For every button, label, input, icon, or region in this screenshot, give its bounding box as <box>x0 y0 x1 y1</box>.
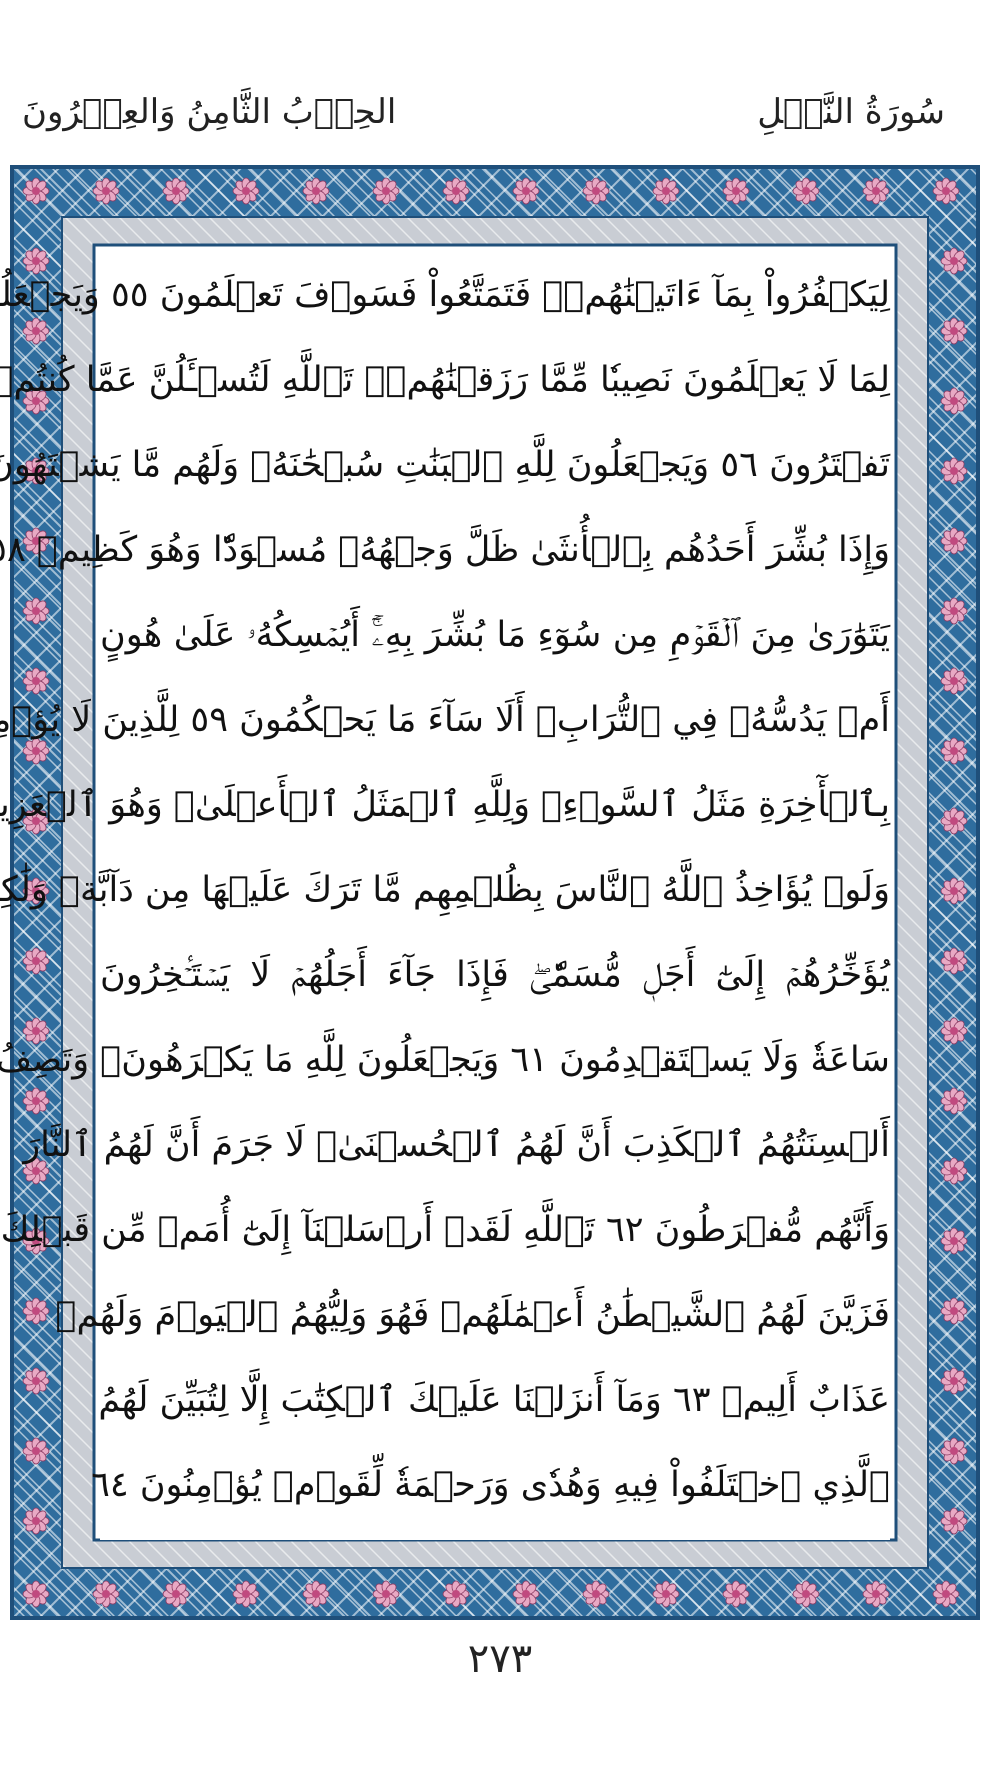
page-number: ٢٧٣ <box>467 1636 533 1682</box>
text-line-6: أَمۡ يَدُسُّهُۥ فِي ٱلتُّرَابِۗ أَلَا سَآءَ مَا يَحۡكُمُونَ ٥٩ لِلَّذِينَ لَا يُؤۡمِ <box>0 700 890 740</box>
text-line-12: وَأَنَّهُم مُّفۡرَطُونَ ٦٢ تَٱللَّهِ لَقَدۡ أَرۡسَلۡنَآ إِلَىٰٓ أُمَمٖ مِّن قَبۡلِكَ <box>0 1210 890 1250</box>
text-line-7: بِٱلۡأٓخِرَةِ مَثَلُ ٱلسَّوۡءِۖ وَلِلَّهِ ٱلۡمَثَلُ ٱلۡأَعۡلَىٰۚ وَهُوَ ٱلۡعَزِي <box>0 785 890 825</box>
surah-name: سُورَةُ النَّحۡلِ <box>757 92 945 132</box>
text-line-5: يَتَوَٰرَىٰ مِنَ ٱلۡقَوۡمِ مِن سُوٓءِ مَا بُشِّرَ بِهِۦٓۚ أَيُمۡسِكُهُۥ عَلَىٰ هُونٍ <box>100 615 890 655</box>
text-line-9: يُؤَخِّرُهُمۡ إِلَىٰٓ أَجَلٖ مُّسَمّٗىۖ فَإِذَا جَآءَ أَجَلُهُمۡ لَا يَسۡتَـٔۡخِرُونَ <box>100 955 890 995</box>
text-line-2: لِمَا لَا يَعۡلَمُونَ نَصِيبٗا مِّمَّا رَزَقۡنَٰهُمۡۗ تَٱللَّهِ لَتُسۡـَٔلُنَّ عَمَّا كُنتُمۡ <box>0 360 890 400</box>
text-line-13: فَزَيَّنَ لَهُمُ ٱلشَّيۡطَٰنُ أَعۡمَٰلَهُمۡ فَهُوَ وَلِيُّهُمُ ٱلۡيَوۡمَ وَلَهُمۡ <box>55 1295 890 1335</box>
text-line-1: لِيَكۡفُرُواْ بِمَآ ءَاتَيۡنَٰهُمۡۚ فَتَمَتَّعُواْ فَسَوۡفَ تَعۡلَمُونَ ٥٥ وَيَجۡعَلُ <box>1 275 890 315</box>
text-line-10: سَاعَةٗ وَلَا يَسۡتَقۡدِمُونَ ٦١ وَيَجۡعَلُونَ لِلَّهِ مَا يَكۡرَهُونَۚ وَتَصِفُ <box>0 1040 890 1080</box>
hizb-name: الحِزۡبُ الثَّامِنُ وَالعِشۡرُونَ <box>22 92 397 132</box>
quran-text-area <box>0 250 890 1540</box>
page-header <box>0 0 1000 160</box>
text-line-11: أَلۡسِنَتُهُمُ ٱلۡكَذِبَ أَنَّ لَهُمُ ٱلۡحُسۡنَىٰۚ لَا جَرَمَ أَنَّ لَهُمُ ٱلنَّارَ <box>23 1125 890 1165</box>
text-line-3: تَفۡتَرُونَ ٥٦ وَيَجۡعَلُونَ لِلَّهِ ٱلۡبَنَٰتِ سُبۡحَٰنَهُۥ وَلَهُم مَّا يَشۡتَهُونَ <box>0 445 890 485</box>
text-line-15: ٱلَّذِي ٱخۡتَلَفُواْ فِيهِ وَهُدٗى وَرَحۡمَةٗ لِّقَوۡمٖ يُؤۡمِنُونَ ٦٤ <box>91 1465 890 1505</box>
text-line-4: وَإِذَا بُشِّرَ أَحَدُهُم بِٱلۡأُنثَىٰ ظَلَّ وَجۡهُهُۥ مُسۡوَدّٗا وَهُوَ كَظِيمٞ ٨ <box>6 530 890 570</box>
text-line-14: عَذَابٌ أَلِيمٞ ٦٣ وَمَآ أَنزَلۡنَا عَلَيۡكَ ٱلۡكِتَٰبَ إِلَّا لِتُبَيِّنَ لَهُمُ <box>98 1380 890 1420</box>
text-line-8: وَلَوۡ يُؤَاخِذُ ٱللَّهُ ٱلنَّاسَ بِظُلۡمِهِم مَّا تَرَكَ عَلَيۡهَا مِن دَآبَّةٖ وَلَٰكِن <box>0 870 890 910</box>
